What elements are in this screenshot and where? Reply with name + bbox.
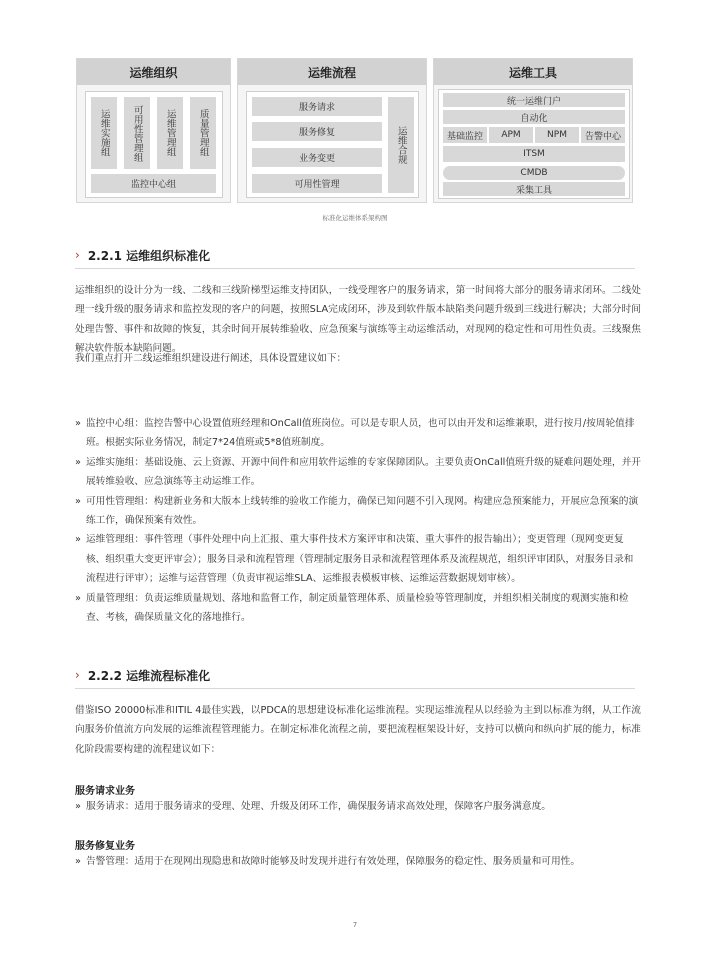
bullet-icon: » (75, 856, 81, 867)
service-request-list (75, 797, 641, 816)
tools-automation: 自动化 (443, 110, 625, 124)
tools-npm: NPM (535, 127, 579, 143)
tools-cmdb: CMDB (443, 166, 625, 180)
list-item-text: 告警管理：适用于在现网出现隐患和故障时能够及时发现并进行有效处理，保障服务的稳定性、服务质量和可用性。 (86, 856, 581, 867)
bullet-icon: » (75, 801, 81, 812)
tools-alert-center: 告警中心 (581, 127, 625, 143)
bullet-icon: » (75, 418, 81, 429)
process-service-request: 服务请求 (252, 97, 382, 116)
section-heading-process (75, 665, 210, 685)
bullet-icon: » (75, 534, 81, 546)
section-divider (75, 688, 635, 689)
subheading-service-request: 服务请求业务 (75, 786, 135, 797)
list-item (75, 453, 641, 492)
chevron-right-icon: › (75, 248, 80, 262)
list-item-text: 监控中心组：监控告警中心设置值班经理和OnCall值班岗位。可以是专职人员，也可以由开发和运维兼职，进行按月/按周轮值排班。根据实际业务情况，制定7*24值班或5*8值班制度。 (86, 418, 635, 449)
org-bullet-list (75, 414, 641, 627)
org-group-quality: 质量管理组 (190, 97, 216, 169)
process-panel (237, 58, 427, 203)
org-group-ops-mgmt: 运维管理组 (157, 97, 183, 169)
bullet-icon: » (75, 456, 81, 468)
tools-panel-title: 运维工具 (434, 59, 632, 85)
diagram-caption: 标准化运维体系架构图 (322, 214, 388, 222)
list-item (75, 589, 641, 628)
section-title-org: 2.2.1 运维组织标准化 (87, 248, 211, 263)
section-title-process: 2.2.2 运维流程标准化 (87, 668, 211, 683)
list-item-text: 质量管理组：负责运维质量规划、落地和监督工作，制定质量管理体系、质量检验等管理制度，并组织相关制度的观测实施和检查、考核，确保质量文化的落地推行。 (86, 592, 629, 624)
tools-apm: APM (489, 127, 533, 143)
chevron-right-icon: › (75, 668, 80, 682)
process-panel-title: 运维流程 (238, 59, 426, 85)
list-item (75, 797, 641, 816)
tools-portal: 统一运维门户 (443, 93, 625, 107)
process-compliance: 运维合规 (388, 97, 414, 193)
list-item (75, 414, 641, 453)
org-group-ops-impl: 运维实施组 (91, 97, 117, 169)
list-item-text: 运维实施组：基础设施、云上资源、开源中间件和应用软件运维的专家保障团队。主要负责OnCall值班升级的疑难问题处理，并开展转维验收、应急演练等主动运维工作。 (86, 456, 641, 488)
tools-collector: 采集工具 (443, 182, 625, 196)
list-item (75, 852, 641, 871)
process-business-change: 业务变更 (252, 148, 382, 167)
paragraph-process-intro: 借鉴ISO 20000标准和ITIL 4最佳实践，以PDCA的思想建设标准化运维流程。实现运维流程从以经验为主到以标准为纲，从工作流向服务价值流方向发展的运维流程管理能力。在制定标准化流程之前，要把流程框架设计好，支持可以横向和纵向扩展的能力，标准化阶段需要构建的流程建议如下： (75, 705, 641, 755)
section-heading-org (75, 245, 210, 265)
list-item-text: 可用性管理组：构建新业务和大版本上线转维的验收工作能力，确保已知问题不引入现网。构建应急预案能力，开展应急预案的演练工作，确保预案有效性。 (86, 495, 639, 527)
paragraph-org-intro: 运维组织的设计分为一线、二线和三线阶梯型运维支持团队，一线受理客户的服务请求，第一时间将大部分的服务请求闭环。二线处理一线升级的服务请求和监控发现的客户的问题，按照SLA完成闭环，涉及到软件版本缺陷类问题升级到三线进行解决；大部分时间处理告警、事件和故障的恢复，其余时间开展转维验收、应急预案与演练等主动运维活动，对现网的稳定性和可用性负责。三线聚焦解决软件版本缺陷问题。 (75, 285, 641, 355)
list-item-text: 服务请求：适用于服务请求的受理、处理、升级及闭环工作，确保服务请求高效处理，保障客户服务满意度。 (86, 801, 551, 812)
section-divider (75, 268, 635, 269)
list-item (75, 492, 641, 531)
service-repair-list (75, 852, 641, 871)
list-item-text: 运维管理组：事件管理（事件处理中向上汇报、重大事件技术方案评审和决策、重大事件的报告输出）；变更管理（现网变更复核、组织重大变更评审会）；服务目录和流程管理（管理制定服务目录和流程管理体系及流程规范，组织评审团队，对服务目录和流程进行评审）；运维与运营管理（负责审视运维SLA、运维报表模板审核、运维运营数据规划审核）。 (86, 534, 634, 585)
process-availability: 可用性管理 (252, 174, 382, 193)
tools-panel (433, 58, 633, 203)
org-panel-title: 运维组织 (77, 59, 230, 85)
org-panel (76, 58, 231, 203)
page-number: 7 (352, 921, 358, 929)
list-item (75, 530, 641, 588)
org-group-availability: 可用性管理组 (124, 97, 150, 169)
org-inner (85, 91, 223, 198)
bullet-icon: » (75, 495, 81, 507)
subheading-service-repair: 服务修复业务 (75, 841, 135, 852)
process-inner (246, 91, 419, 198)
tools-itsm: ITSM (443, 146, 625, 162)
bullet-icon: » (75, 592, 81, 604)
process-service-repair: 服务修复 (252, 122, 382, 141)
org-monitor-center: 监控中心组 (91, 174, 216, 193)
paragraph-org-lead: 我们重点打开二线运维组织建设进行阐述，具体设置建议如下： (75, 353, 347, 364)
tools-basic-monitor: 基础监控 (443, 127, 487, 143)
tools-inner (438, 89, 630, 199)
